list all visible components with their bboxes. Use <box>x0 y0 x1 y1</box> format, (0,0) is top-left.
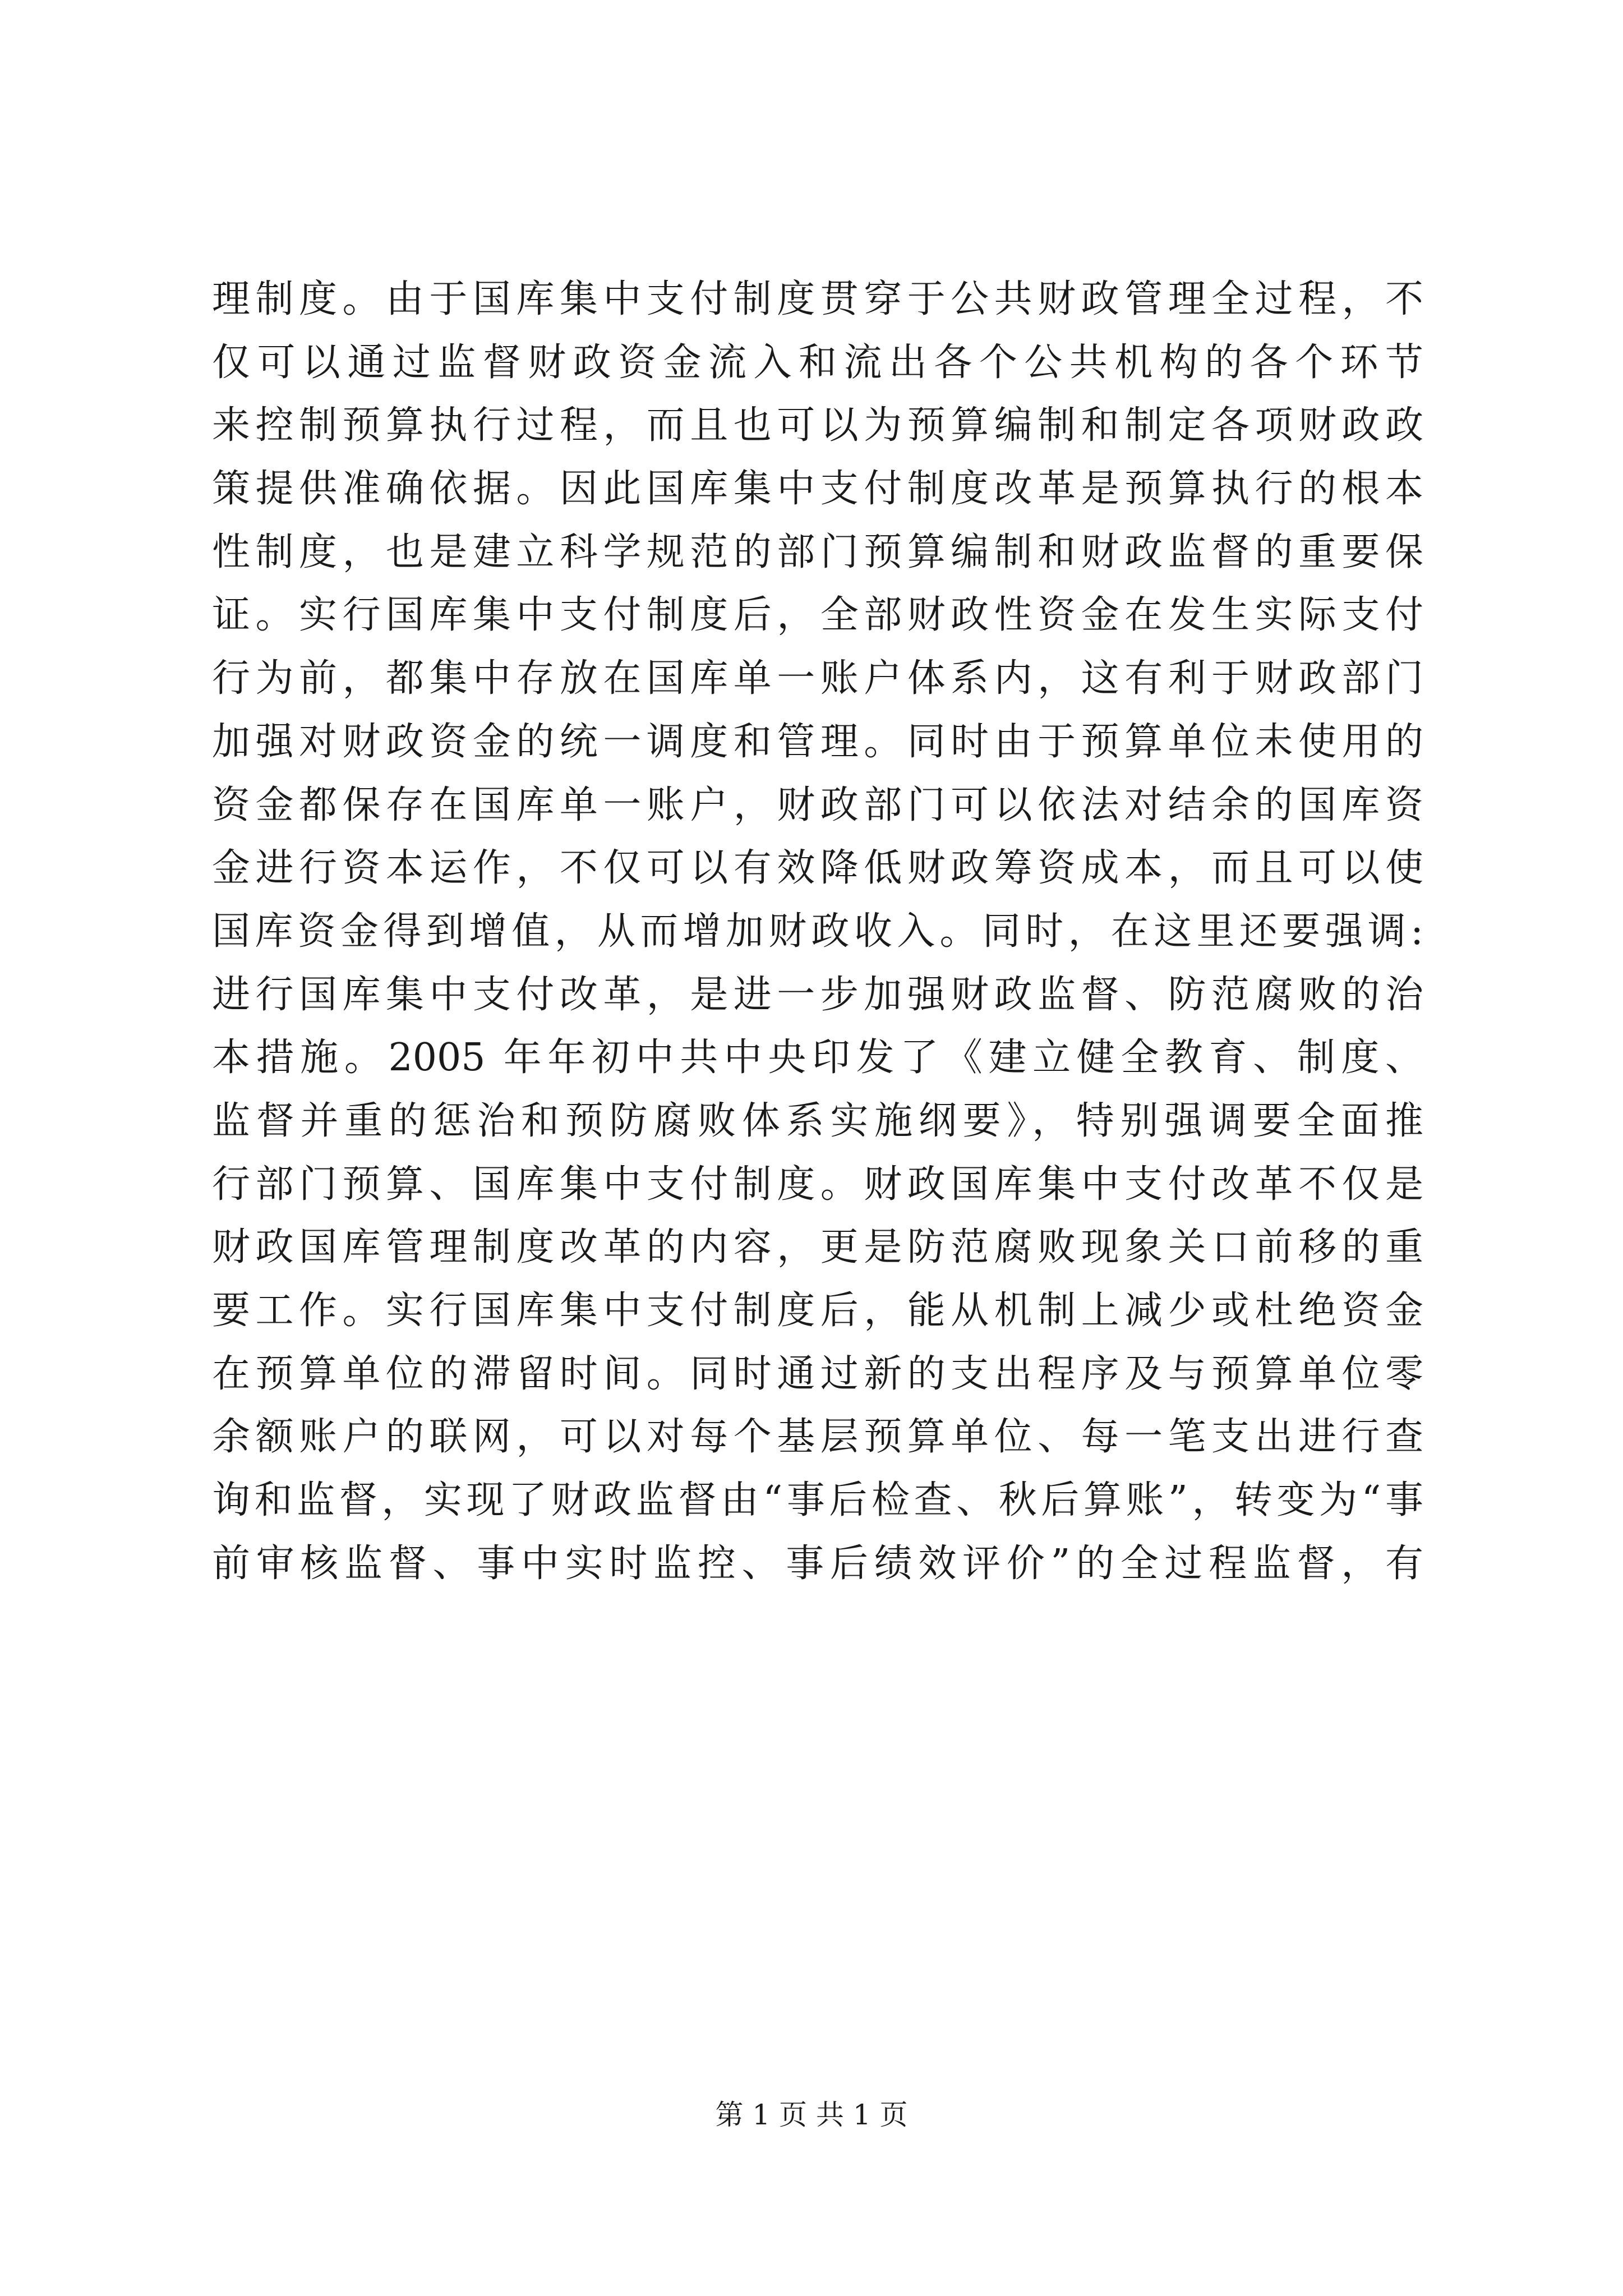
text-line: 资金都保存在国库单一账户，财政部门可以依法对结余的国库资 <box>212 783 1423 827</box>
text-line: 余额账户的联网，可以对每个基层预算单位、每一笔支出进行查 <box>212 1415 1423 1460</box>
text-line: 仅可以通过监督财政资金流入和流出各个公共机构的各个环节 <box>212 340 1423 385</box>
text-line: 策提供准确依据。因此国库集中支付制度改革是预算执行的根本 <box>212 467 1423 512</box>
text-line: 财政国库管理制度改革的内容，更是防范腐败现象关口前移的重 <box>212 1225 1423 1270</box>
text-line: 理制度。由于国库集中支付制度贯穿于公共财政管理全过程，不 <box>212 277 1423 321</box>
page-number-label: 第 1 页 共 1 页 <box>715 2099 908 2131</box>
body-text <box>212 268 1423 1595</box>
text-line: 在预算单位的滞留时间。同时通过新的支出程序及与预算单位零 <box>212 1351 1423 1396</box>
text-line: 本措施。2005 年年初中共中央印发了《建立健全教育、制度、 <box>212 1036 1423 1080</box>
page-footer <box>0 2095 1623 2134</box>
text-line: 进行国库集中支付改革，是进一步加强财政监督、防范腐败的治 <box>212 972 1423 1017</box>
text-line: 前审核监督、事中实时监控、事后绩效评价”的全过程监督，有 <box>212 1541 1423 1586</box>
text-line: 性制度，也是建立科学规范的部门预算编制和财政监督的重要保 <box>212 530 1423 574</box>
text-line: 行部门预算、国库集中支付制度。财政国库集中支付改革不仅是 <box>212 1162 1423 1207</box>
text-line: 国库资金得到增值，从而增加财政收入。同时，在这里还要强调: <box>212 909 1423 954</box>
text-line: 来控制预算执行过程，而且也可以为预算编制和制定各项财政政 <box>212 403 1423 448</box>
text-line: 监督并重的惩治和预防腐败体系实施纲要》，特别强调要全面推 <box>212 1098 1423 1143</box>
text-line: 行为前，都集中存放在国库单一账户体系内，这有利于财政部门 <box>212 656 1423 701</box>
text-line: 询和监督，实现了财政监督由“事后检查、秋后算账”，转变为“事 <box>212 1478 1423 1523</box>
text-line: 证。实行国库集中支付制度后，全部财政性资金在发生实际支付 <box>212 593 1423 638</box>
text-line: 加强对财政资金的统一调度和管理。同时由于预算单位未使用的 <box>212 719 1423 764</box>
text-line: 金进行资本运作，不仅可以有效降低财政筹资成本，而且可以使 <box>212 846 1423 891</box>
text-line: 要工作。实行国库集中支付制度后，能从机制上减少或杜绝资金 <box>212 1289 1423 1333</box>
